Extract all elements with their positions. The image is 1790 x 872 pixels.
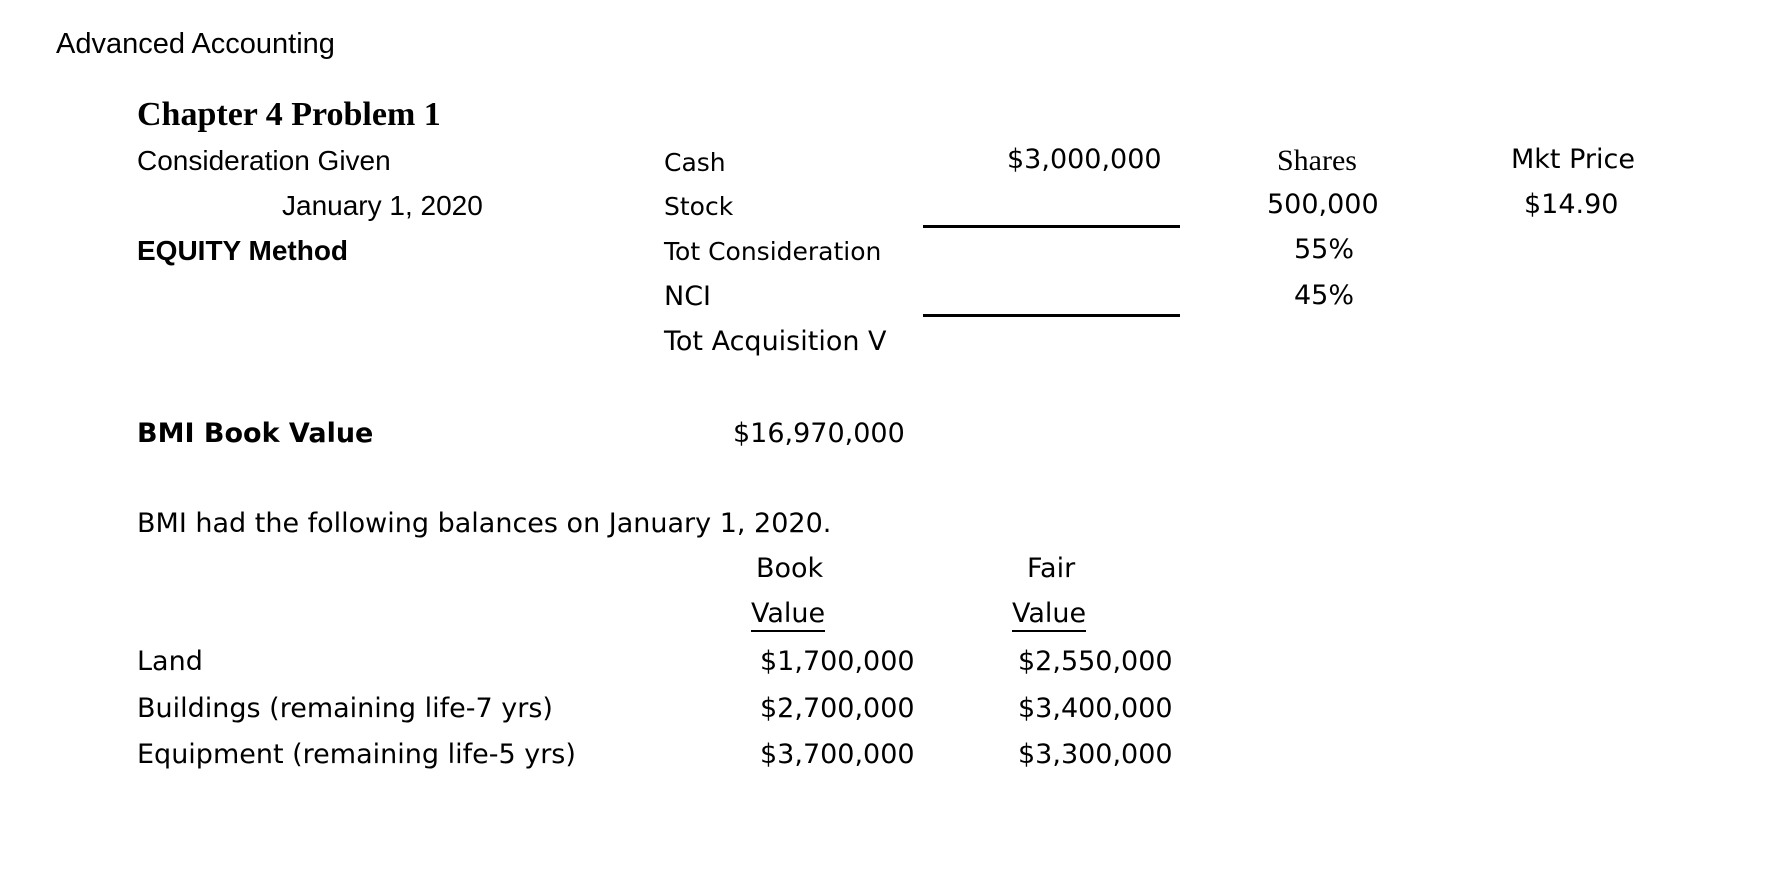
book-value-amount: $16,970,000 xyxy=(733,418,905,449)
balance-row-fair: $3,400,000 xyxy=(1018,693,1173,724)
consideration-date: January 1, 2020 xyxy=(282,190,483,221)
book-column-header-bottom: Value xyxy=(751,600,825,632)
nci-label: NCI xyxy=(664,281,712,312)
shares-header: Shares xyxy=(1277,144,1357,177)
chapter-title: Chapter 4 Problem 1 xyxy=(137,96,441,133)
course-title: Advanced Accounting xyxy=(56,28,335,60)
tot-acquisition-label: Tot Acquisition V xyxy=(664,326,887,357)
stock-label: Stock xyxy=(664,192,734,221)
balance-row-book: $3,700,000 xyxy=(760,739,915,770)
balance-row-fair: $2,550,000 xyxy=(1018,646,1173,677)
tot-consideration-label: Tot Consideration xyxy=(664,237,882,266)
balance-row-label: Land xyxy=(137,646,203,677)
consideration-title: Consideration Given xyxy=(137,145,391,176)
cash-label: Cash xyxy=(664,148,726,177)
controlling-percent: 55% xyxy=(1294,234,1355,265)
method-label: EQUITY Method xyxy=(137,235,349,266)
balances-intro: BMI had the following balances on January 1, 2020. xyxy=(137,508,832,539)
book-value-label: BMI Book Value xyxy=(137,418,374,449)
nci-percent: 45% xyxy=(1294,280,1355,311)
balance-row-book: $1,700,000 xyxy=(760,646,915,677)
mkt-price-value: $14.90 xyxy=(1524,189,1619,220)
shares-value: 500,000 xyxy=(1267,189,1379,220)
fair-column-header-top: Fair xyxy=(1027,553,1076,584)
balance-row-fair: $3,300,000 xyxy=(1018,739,1173,770)
balance-row-book: $2,700,000 xyxy=(760,693,915,724)
balance-row-label: Buildings (remaining life-7 yrs) xyxy=(137,693,553,724)
cash-value: $3,000,000 xyxy=(1007,144,1162,175)
fair-column-header-bottom: Value xyxy=(1012,600,1086,632)
book-column-header-top: Book xyxy=(756,553,824,584)
nci-total-rule xyxy=(923,314,1180,317)
stock-total-rule xyxy=(923,225,1180,228)
mkt-price-header: Mkt Price xyxy=(1511,144,1635,175)
balance-row-label: Equipment (remaining life-5 yrs) xyxy=(137,739,576,770)
